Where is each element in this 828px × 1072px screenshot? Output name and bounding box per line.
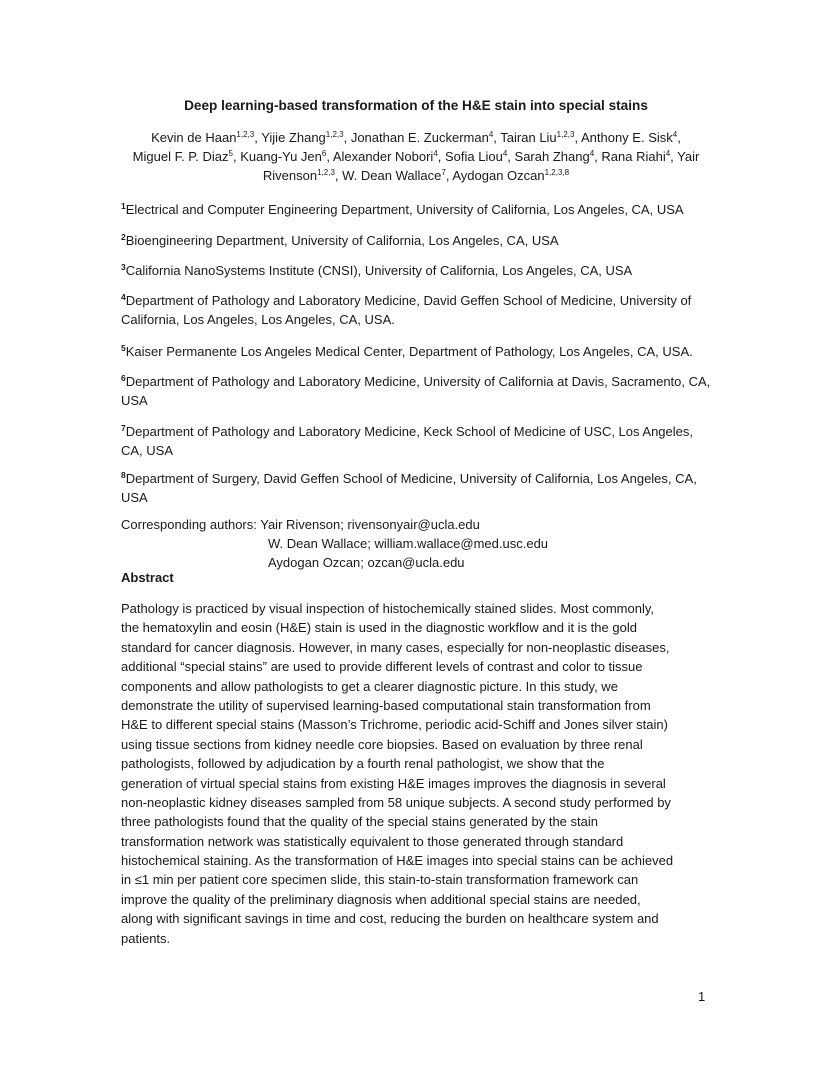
affiliation-1: $^1$Electrical and Computer Engineering Department, University of California, Los Angeles, CA, USA — [121, 201, 684, 217]
affiliation-6: $^6$Department of Pathology and Laboratory Medicine, University of California at Davis, Sacramento, CA, USA — [121, 373, 711, 408]
abstract-line: transformation network was statistically equivalent to those generated through standard — [121, 833, 624, 849]
abstract-line: standard for cancer diagnosis. However, in many cases, especially for non-neoplastic diseases, — [121, 639, 670, 655]
corresponding-author-3[interactable]: Aydogan Ozcan; ozcan@ucla.edu — [268, 555, 465, 570]
abstract-line: components and allow pathologists to get a clearer diagnostic picture. In this study, we — [121, 678, 618, 694]
affiliation-7: $^7$Department of Pathology and Laboratory Medicine, Keck School of Medicine of USC, Los Angeles, CA, USA — [121, 423, 693, 458]
author-7: Alexander Nobori$^4$, — [332, 149, 446, 164]
author-6: Kuang-Yu Jen$^6$, — [240, 149, 333, 164]
author-list — [113, 128, 719, 185]
abstract-line: along with significant savings in time and cost, reducing the burden on healthcare system and — [121, 911, 659, 927]
abstract-heading: Abstract — [121, 570, 174, 585]
corresponding-authors — [121, 515, 711, 572]
abstract-body — [121, 599, 711, 948]
abstract-line: pathologists, followed by adjudication by a fourth renal pathologist, we show that the — [121, 756, 605, 772]
corresponding-author-2[interactable]: W. Dean Wallace; william.wallace@med.usc.edu — [268, 536, 549, 551]
affiliation-8: $^8$Department of Surgery, David Geffen School of Medicine, University of California, Los Angeles, CA, USA — [121, 470, 697, 505]
corresponding-author-1[interactable]: Yair Rivenson; rivensonyair@ucla.edu — [260, 517, 480, 532]
abstract-line: three pathologists found that the quality of the special stains generated by the stain — [121, 814, 598, 830]
abstract-line: improve the quality of the preliminary diagnosis when additional special stains are needed, — [121, 891, 641, 907]
affiliation-5: $^5$Kaiser Permanente Los Angeles Medical Center, Department of Pathology, Los Angeles, CA, USA. — [121, 343, 693, 359]
abstract-line: demonstrate the utility of supervised learning-based computational stain transformation from — [121, 697, 651, 713]
author-10: Rana Riahi$^4$, — [601, 149, 678, 164]
abstract-line: histochemical staining. As the transformation of H&E images into special stains can be achieved — [121, 853, 674, 869]
paper-title: Deep learning-based transformation of the H&E stain into special stains — [184, 98, 648, 113]
abstract-line: H&E to different special stains (Masson’s Trichrome, periodic acid-Schiff and Jones silver stain) — [121, 717, 668, 733]
author-13: Aydogan Ozcan$^{1,2,3,8}$ — [452, 168, 570, 183]
abstract-line: using tissue sections from kidney needle core biopsies. Based on evaluation by three renal — [121, 736, 643, 752]
author-8: Sofia Liou$^4$, — [445, 149, 515, 164]
abstract-line: in ≤1 min per patient core specimen slide, this stain-to-stain transformation framework can — [121, 872, 639, 888]
author-12: W. Dean Wallace$^7$, — [342, 168, 453, 183]
abstract-line: non-neoplastic kidney diseases sampled from 58 unique subjects. A second study performed by — [121, 794, 671, 810]
author-4: Anthony E. Sisk$^4$, — [580, 130, 681, 145]
corresponding-label: Corresponding authors: — [121, 517, 257, 532]
author-3: Tairan Liu$^{1,2,3}$, — [500, 130, 581, 145]
abstract-line: additional “special stains” are used to provide different levels of contrast and color to tissue — [121, 659, 643, 675]
abstract-line: Pathology is practiced by visual inspection of histochemically stained slides. Most commonly, — [121, 601, 654, 616]
abstract-line: patients. — [121, 930, 171, 946]
affiliation-2: $^2$Bioengineering Department, University of California, Los Angeles, CA, USA — [121, 232, 559, 248]
author-9: Sarah Zhang$^4$, — [514, 149, 602, 164]
author-1: Yijie Zhang$^{1,2,3}$, — [261, 130, 351, 145]
author-11: Yair Rivenson$^{1,2,3}$, — [262, 149, 700, 183]
abstract-line: the hematoxylin and eosin (H&E) stain is used in the diagnostic workflow and it is the gold — [121, 620, 637, 636]
affiliation-3: $^3$California NanoSystems Institute (CNSI), University of California, Los Angeles, CA, USA — [121, 262, 633, 278]
author-2: Jonathan E. Zuckerman$^4$, — [350, 130, 501, 145]
affiliation-4: $^4$Department of Pathology and Laboratory Medicine, David Geffen School of Medicine, University of California, Los Angeles, Los Angeles, CA, USA. — [121, 292, 692, 327]
author-5: Miguel F. P. Diaz$^5$, — [132, 149, 241, 164]
page-number: 1 — [698, 989, 706, 1004]
abstract-line: generation of virtual special stains from existing H&E images improves the diagnosis in several — [121, 775, 666, 791]
author-0: Kevin de Haan$^{1,2,3}$, — [151, 130, 262, 145]
